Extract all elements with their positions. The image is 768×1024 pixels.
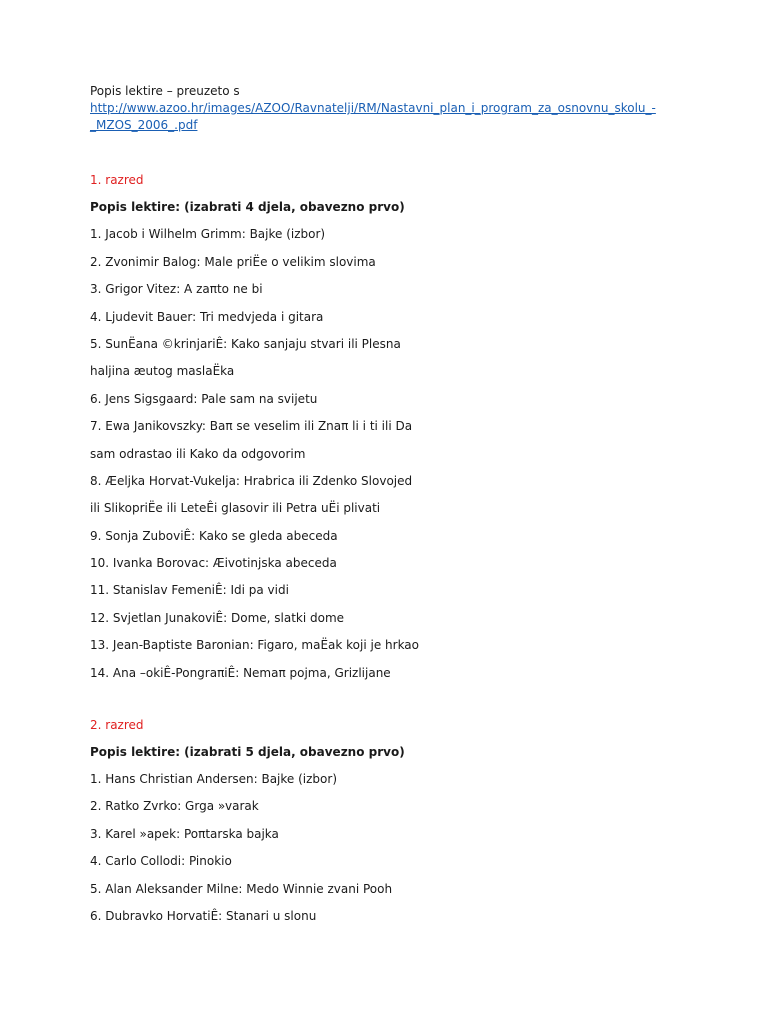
list-item: 12. Svjetlan JunakoviÊ: Dome, slatki dome (90, 610, 345, 625)
section-subtitle: Popis lektire: (izabrati 4 djela, obavezno prvo) (90, 200, 405, 214)
list-item: 4. Carlo Collodi: Pinokio (90, 854, 232, 869)
list-item: 1. Jacob i Wilhelm Grimm: Bajke (izbor) (90, 227, 326, 242)
source-link[interactable]: http://www.azoo.hr/images/AZOO/Ravnatelji/RM/Nastavni_plan_i_program_za_osnovnu_skolu_- (90, 101, 656, 115)
list-item: 11. Stanislav FemeniÊ: Idi pa vidi (90, 583, 289, 598)
list-item: 7. Ewa Janikovszky: Baπ se veselim ili Znaπ li i ti ili Da (90, 419, 413, 434)
list-item: 8. Æeljka Horvat-Vukelja: Hrabrica ili Zdenko Slovojed (90, 473, 413, 488)
reading-list (90, 215, 690, 681)
list-item: 14. Ana –okiÊ-PongraπiÊ: Nemaπ pojma, Grizlijane (90, 665, 391, 680)
source-link-continued[interactable]: _MZOS_2006_.pdf (90, 118, 198, 132)
reading-list (90, 760, 690, 924)
list-item: haljina æutog maslaËka (90, 364, 235, 379)
section-grade-1 (90, 161, 690, 681)
list-item: 10. Ivanka Borovac: Æivotinjska abeceda (90, 556, 337, 571)
section-grade-2 (90, 706, 690, 924)
list-item: 3. Grigor Vitez: A zaπto ne bi (90, 282, 263, 297)
list-item: 5. Alan Aleksander Milne: Medo Winnie zvani Pooh (90, 881, 393, 896)
list-item: 2. Zvonimir Balog: Male priËe o velikim slovima (90, 254, 376, 269)
list-item: 4. Ljudevit Bauer: Tri medvjeda i gitara (90, 309, 324, 324)
list-item: sam odrastao ili Kako da odgovorim (90, 446, 306, 461)
section-title: 1. razred (90, 173, 144, 187)
list-item: 1. Hans Christian Andersen: Bajke (izbor) (90, 772, 338, 787)
document-body (90, 83, 690, 924)
section-subtitle: Popis lektire: (izabrati 5 djela, obavezno prvo) (90, 744, 405, 759)
list-item: 9. Sonja ZuboviÊ: Kako se gleda abeceda (90, 528, 338, 543)
list-item: 13. Jean-Baptiste Baronian: Figaro, maËak koji je hrkao (90, 638, 419, 653)
list-item: 5. SunËana ©krinjariÊ: Kako sanjaju stvari ili Plesna (90, 336, 401, 351)
intro-text: Popis lektire – preuzeto s (90, 84, 240, 98)
section-title: 2. razred (90, 717, 144, 732)
list-item: ili SlikopriËe ili LeteÊi glasovir ili Petra uËi plivati (90, 501, 381, 516)
list-item: 3. Karel »apek: Poπtarska bajka (90, 826, 279, 841)
list-item: 2. Ratko Zvrko: Grga »varak (90, 799, 259, 814)
list-item: 6. Jens Sigsgaard: Pale sam na svijetu (90, 391, 318, 406)
list-item: 6. Dubravko HorvatiÊ: Stanari u slonu (90, 908, 317, 923)
